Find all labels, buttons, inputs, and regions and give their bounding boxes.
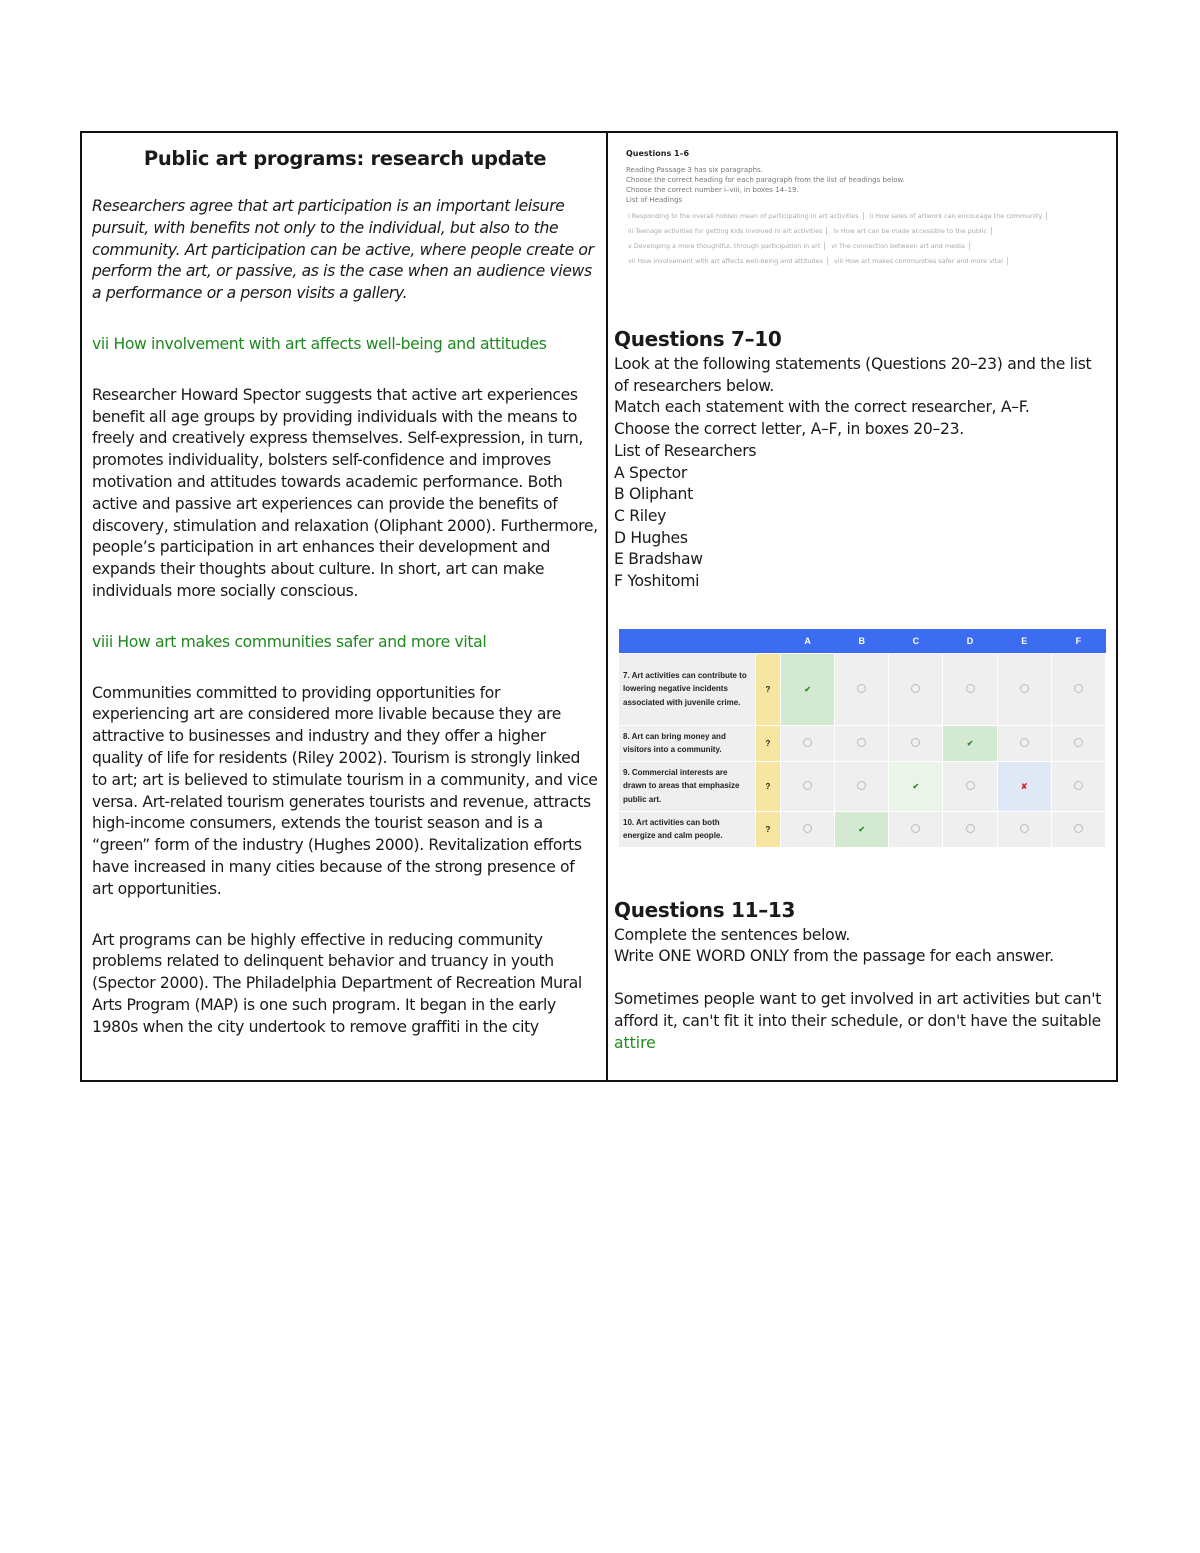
grid-radio[interactable]: [835, 761, 889, 811]
grid-radio[interactable]: [781, 811, 835, 847]
grid-radio[interactable]: [943, 653, 997, 725]
grid-header-a: A: [781, 629, 835, 654]
grid-cell-selected[interactable]: ✔: [781, 653, 835, 725]
grid-statement-9: 9. Commercial interests are drawn to areas that emphasize public art.: [619, 761, 756, 811]
questions-1-6-screenshot: [614, 149, 1106, 299]
mini-options: [628, 212, 1106, 265]
radio-icon: [966, 781, 975, 790]
radio-icon: [803, 781, 812, 790]
researcher-c: C Riley: [614, 506, 667, 525]
grid-header-blank: [756, 629, 781, 654]
heading-viii: viii How art makes communities safer and more vital: [92, 632, 487, 651]
grid-statement-10: 10. Art activities can both energize and calm people.: [619, 811, 756, 847]
mini-option: iv How art can be made accessible to the public: [833, 227, 992, 235]
grid-radio[interactable]: [781, 761, 835, 811]
radio-icon: [966, 824, 975, 833]
q7-line: Match each statement with the correct researcher, A–F.: [614, 398, 1030, 417]
researcher-b: B Oliphant: [614, 485, 693, 504]
q11-instruction: Complete the sentences below.: [614, 925, 851, 944]
radio-icon: [803, 824, 812, 833]
grid-radio[interactable]: [997, 811, 1051, 847]
q7-line: Choose the correct letter, A–F, in boxes 20–23.: [614, 420, 964, 439]
paragraph-vii: Researcher Howard Spector suggests that active art experiences benefit all age groups by providing individuals with the means to freely and creatively express themselves. Self-expression, in turn, promotes individuality, bolsters self-confidence and improves motivation and attitudes towards academic performance. Both active and passive art experiences can provide the benefits of discovery, stimulation and relaxation (Oliphant 2000). Furthermore, people’s participation in art enhances their development and expands their thoughts about culture. In short, art can make individuals more socially conscious.: [92, 385, 598, 600]
radio-icon: [1074, 781, 1083, 790]
mini-option: iii Teenage activities for getting kids involved in art activities: [628, 227, 827, 235]
grid-header-b: B: [835, 629, 889, 654]
grid-statement-8: 8. Art can bring money and visitors into a community.: [619, 725, 756, 761]
q7-line: List of Researchers: [614, 441, 757, 460]
intro-paragraph: Researchers agree that art participation is an important leisure pursuit, with benefits not only to the individual, but also to the community. Art participation can be active, where people create or perform the art, or passive, as is the case when an audience views a performance or a person visits a gallery.: [92, 197, 594, 303]
grid-radio[interactable]: [889, 811, 943, 847]
paragraph-viii: Communities committed to providing opportunities for experiencing art are considered more livable because they are attractive to businesses and industry and they offer a higher quality of life for residents (Riley 2002). Tourism is strongly linked to art; art is believed to stimulate tourism in a community, and vice versa. Art-related tourism generates tourists and revenue, attracts high-income consumers, extends the tourist season and is a “green” form of the industry (Hughes 2000). Revitalization efforts have increased in many cities because of the strong presence of art opportunities.: [92, 683, 598, 898]
questions-column: [608, 133, 1116, 1080]
q11-answer: attire: [614, 1033, 656, 1052]
grid-cell-correct[interactable]: ✔: [889, 761, 943, 811]
q11-sentence: Sometimes people want to get involved in art activities but can't afford it, can't fit it into their schedule, or don't have the suitable: [614, 990, 1102, 1030]
mini-title: Questions 1–6: [626, 149, 690, 158]
grid-radio[interactable]: [997, 653, 1051, 725]
grid-header-f: F: [1051, 629, 1105, 654]
grid-cell-selected[interactable]: ✔: [943, 725, 997, 761]
radio-icon: [857, 781, 866, 790]
mini-line: List of Headings: [626, 196, 683, 204]
mini-option: v Developing a more thoughtful, through participation in art: [628, 242, 825, 250]
radio-icon: [911, 824, 920, 833]
grid-radio[interactable]: [835, 653, 889, 725]
paragraph-last: Art programs can be highly effective in reducing community problems related to delinquent behavior and truancy in youth (Spector 2000). The Philadelphia Department of Recreation Mural Arts Program (MAP) is one such program. It began in the early 1980s when the city undertook to remove graffiti in the city: [92, 930, 582, 1036]
grid-radio[interactable]: [835, 725, 889, 761]
mini-option: ii How sales of artwork can encourage the community: [870, 212, 1048, 220]
grid-question-mark: ?: [756, 811, 781, 847]
questions-7-10-title: Questions 7–10: [614, 327, 782, 351]
grid-radio[interactable]: [943, 811, 997, 847]
grid-question-mark: ?: [756, 725, 781, 761]
researcher-d: D Hughes: [614, 528, 688, 547]
grid-radio[interactable]: [943, 761, 997, 811]
mini-line: Choose the correct heading for each paragraph from the list of headings below.: [626, 176, 905, 184]
mini-option: viii How art makes communities safer and more vital: [834, 257, 1008, 265]
document-table: [80, 131, 1118, 1082]
q11-instruction: Write ONE WORD ONLY from the passage for each answer.: [614, 947, 1054, 966]
grid-header-e: E: [997, 629, 1051, 654]
researcher-e: E Bradshaw: [614, 550, 703, 569]
grid-radio[interactable]: [889, 725, 943, 761]
grid-radio[interactable]: [997, 725, 1051, 761]
grid-radio[interactable]: [1051, 761, 1105, 811]
radio-icon: [911, 684, 920, 693]
grid-radio[interactable]: [1051, 653, 1105, 725]
radio-icon: [966, 684, 975, 693]
heading-vii: vii How involvement with art affects well-being and attitudes: [92, 334, 547, 353]
researcher-a: A Spector: [614, 463, 687, 482]
grid-question-mark: ?: [756, 653, 781, 725]
grid-radio[interactable]: [1051, 811, 1105, 847]
passage-column: [82, 133, 608, 1080]
passage-title: Public art programs: research update: [143, 147, 547, 170]
radio-icon: [803, 738, 812, 747]
mini-option: vi The connection between art and media: [831, 242, 969, 250]
mini-line: Reading Passage 3 has six paragraphs.: [626, 166, 763, 174]
mini-option: i Responding to the overall hidden mean of participating in art activities: [628, 212, 864, 220]
grid-statement-7: 7. Art activities can contribute to lowering negative incidents associated with juvenile crime.: [619, 653, 756, 725]
radio-icon: [1020, 824, 1029, 833]
radio-icon: [1020, 738, 1029, 747]
grid-radio[interactable]: [1051, 725, 1105, 761]
grid-question-mark: ?: [756, 761, 781, 811]
mini-option: vii How involvement with art affects well-being and attitudes: [628, 257, 828, 265]
radio-icon: [857, 684, 866, 693]
radio-icon: [1074, 738, 1083, 747]
radio-icon: [1074, 824, 1083, 833]
q7-line: Look at the following statements (Questions 20–23) and the list of researchers below.: [614, 355, 1092, 395]
radio-icon: [1074, 684, 1083, 693]
radio-icon: [857, 738, 866, 747]
grid-header-c: C: [889, 629, 943, 654]
grid-radio[interactable]: [889, 653, 943, 725]
matching-grid: [618, 629, 1106, 848]
grid-cell-selected[interactable]: ✔: [835, 811, 889, 847]
grid-radio[interactable]: [781, 725, 835, 761]
radio-icon: [1020, 684, 1029, 693]
mini-line: Choose the correct number i–viii, in boxes 14–19.: [626, 186, 799, 194]
grid-header-d: D: [943, 629, 997, 654]
grid-cell-wrong[interactable]: ✘: [997, 761, 1051, 811]
grid-header-blank: [619, 629, 756, 654]
radio-icon: [911, 738, 920, 747]
questions-11-13-title: Questions 11–13: [614, 897, 796, 922]
researcher-f: F Yoshitomi: [614, 572, 700, 591]
